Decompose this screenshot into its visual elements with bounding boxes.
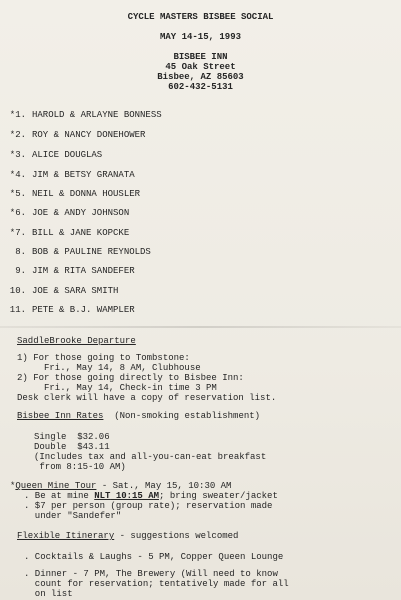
- list-item: 8. BOB & PAULINE REYNOLDS: [15, 247, 151, 257]
- list-item: 11. PETE & B.J. WAMPLER: [9, 305, 135, 315]
- tour-detail: - Sat., May 15, 10:30 AM: [96, 481, 232, 491]
- rates-header: [17, 411, 260, 422]
- tour-star: *: [10, 481, 16, 491]
- list-item: *4. JIM & BETSY GRANATA: [9, 170, 135, 180]
- list-item: *2. ROY & NANCY DONEHOWER: [9, 130, 146, 140]
- departure-line: Desk clerk will have a copy of reservation list.: [17, 393, 277, 403]
- rate-line: from 8:15-10 AM): [34, 462, 126, 472]
- departure-line: Fri., May 14, Check-in time 3 PM: [17, 383, 217, 393]
- list-item: 10. JOE & SARA SMITH: [9, 286, 119, 296]
- departure-line: 2) For those going directly to Bisbee Inn:: [17, 373, 244, 383]
- tour-line: . $7 per person (group rate); reservation made: [24, 501, 273, 511]
- list-item: *5. NEIL & DONNA HOUSLER: [9, 189, 141, 199]
- rate-line: (Includes tax and all-you-can-eat breakfast: [34, 452, 267, 462]
- document-title: CYCLE MASTERS BISBEE SOCIAL: [127, 12, 274, 22]
- itinerary-item: . Dinner - 7 PM, The Brewery (Will need to know: [24, 569, 278, 579]
- list-item: 9. JIM & RITA SANDEFER: [15, 266, 135, 276]
- departure-line: Fri., May 14, 8 AM, Clubhouse: [17, 363, 201, 373]
- itinerary-item: count for reservation; tentatively made for all: [24, 579, 289, 589]
- itinerary-heading: Flexible Itinerary: [17, 531, 115, 541]
- list-item: *1. HAROLD & ARLAYNE BONNESS: [9, 110, 162, 120]
- venue-city: Bisbee, AZ 85603: [157, 72, 244, 82]
- departure-line: 1) For those going to Tombstone:: [17, 353, 190, 363]
- tour-line: under "Sandefer": [24, 511, 122, 521]
- rate-line: Double $43.11: [34, 442, 110, 452]
- paper-fold-line: [0, 326, 401, 328]
- tour-heading: Queen Mine Tour: [15, 481, 97, 491]
- list-item: *6. JOE & ANDY JOHNSON: [9, 208, 130, 218]
- venue-name: BISBEE INN: [173, 52, 228, 62]
- venue-street: 45 Oak Street: [165, 62, 236, 72]
- rates-heading: Bisbee Inn Rates: [17, 411, 104, 421]
- rate-line: Single $32.06: [34, 432, 110, 442]
- venue-phone: 602-432-5131: [168, 82, 233, 92]
- event-dates: MAY 14-15, 1993: [159, 32, 241, 42]
- itinerary-item: . Cocktails & Laughs - 5 PM, Copper Queen Lounge: [24, 552, 284, 562]
- itinerary-note: - suggestions welcomed: [114, 531, 239, 541]
- rates-note: (Non-smoking establishment): [114, 411, 261, 421]
- list-item: *7. BILL & JANE KOPCKE: [9, 228, 130, 238]
- departure-heading: SaddleBrooke Departure: [17, 336, 136, 346]
- itinerary-header: [17, 531, 238, 542]
- tour-line: . Be at mine NLT 10:15 AM; bring sweater/jacket: [24, 491, 278, 501]
- list-item: *3. ALICE DOUGLAS: [9, 150, 103, 160]
- itinerary-item: on list: [24, 589, 73, 599]
